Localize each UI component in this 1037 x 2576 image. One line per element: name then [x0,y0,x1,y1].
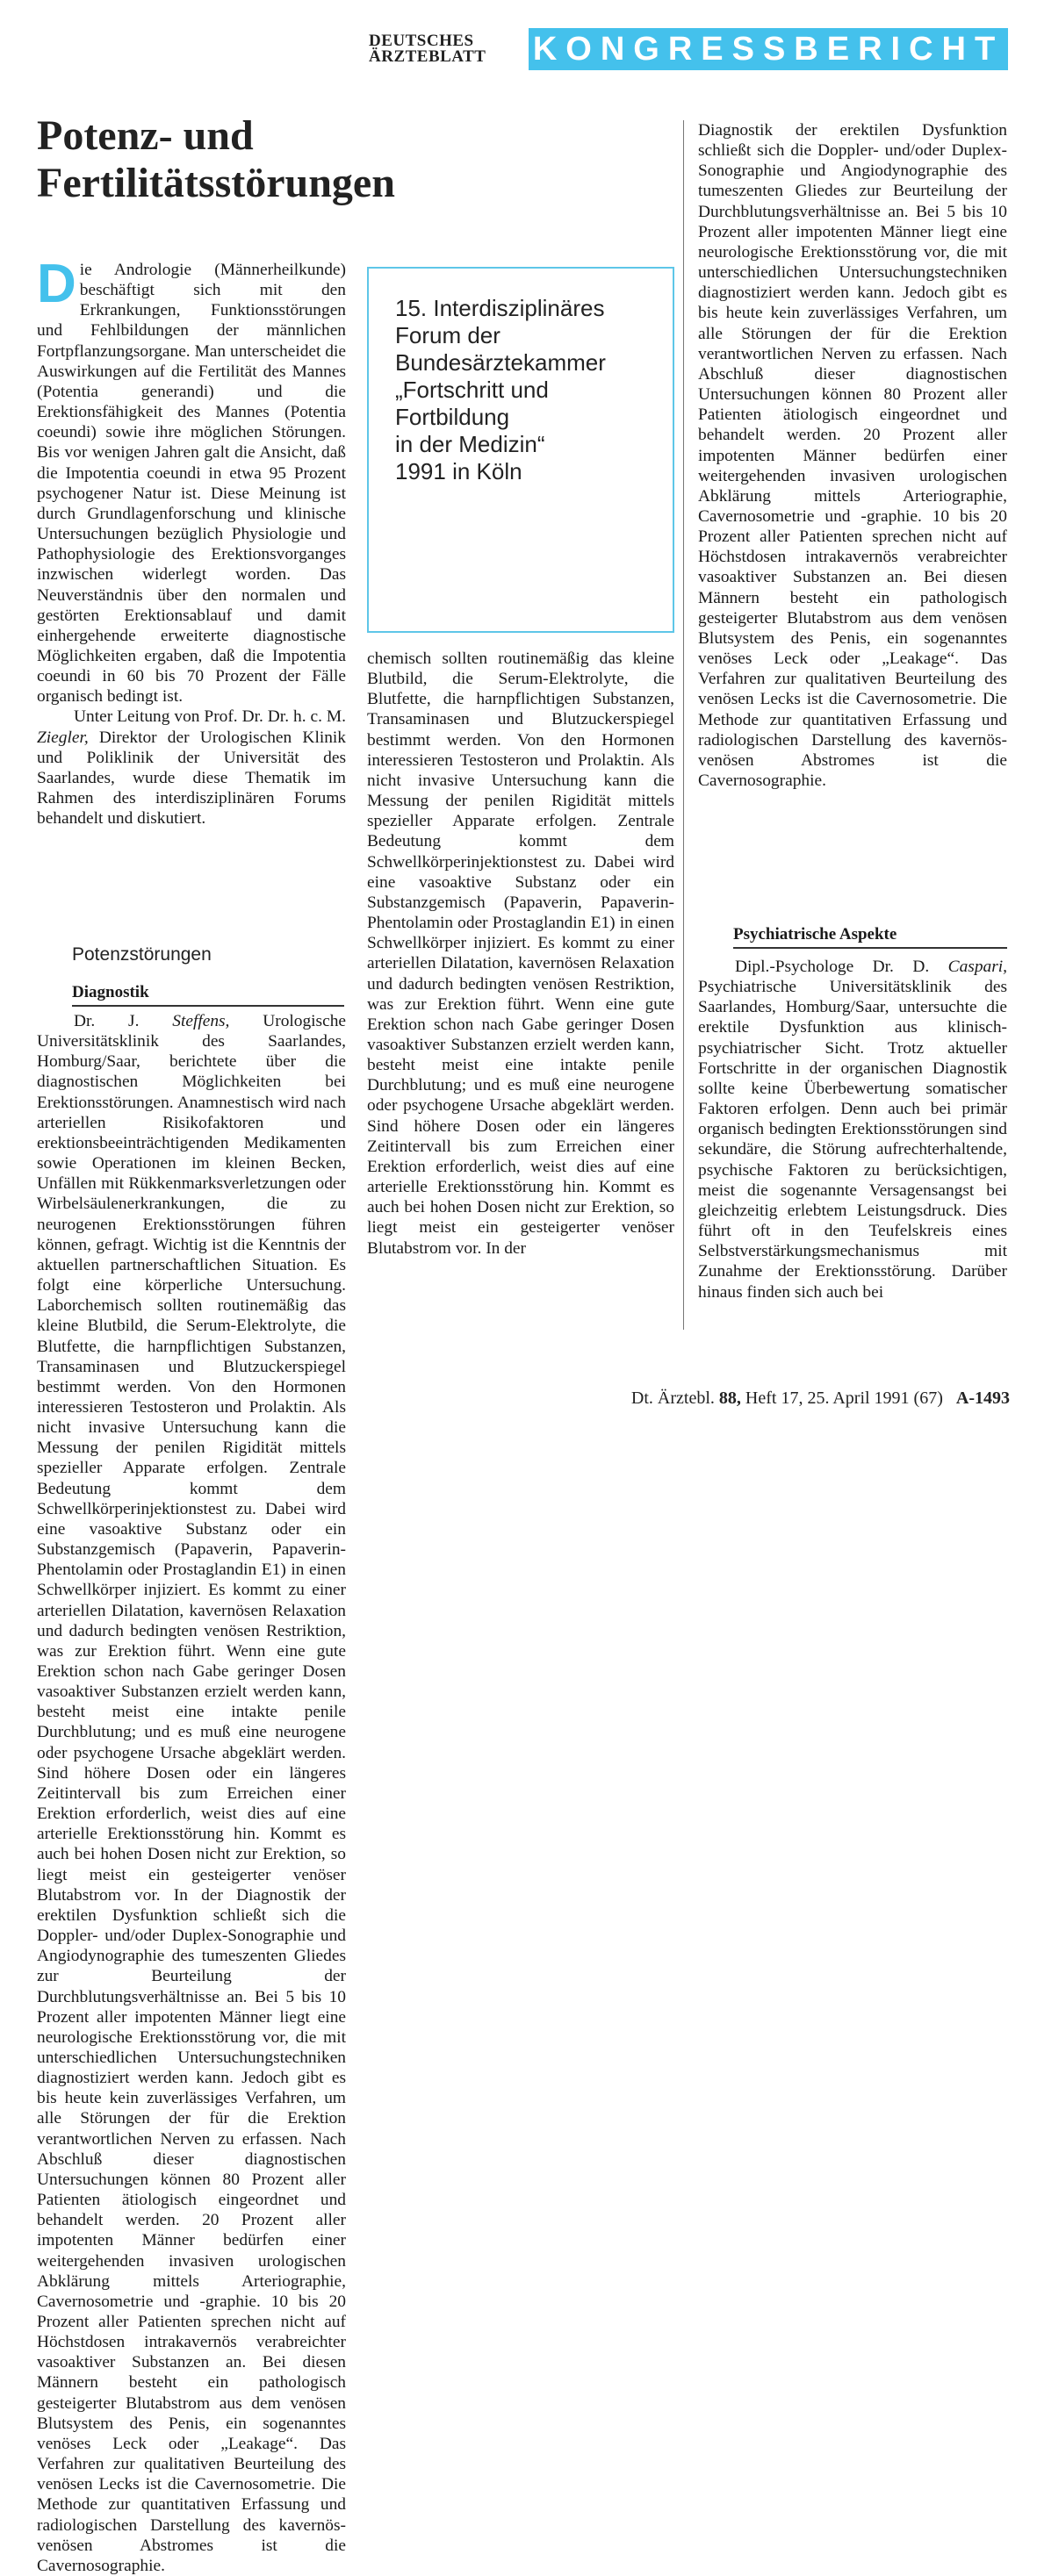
page-number: A-1493 [955,1388,1010,1408]
subhead-psychiatrische-aspekte: Psychiatrische Aspekte [733,925,1007,949]
leadership-text-b: Direktor der Urologischen Klinik und Poliklinik der Universität des Saarlandes, wurde diese Thematik im Rahmen des interdisziplinären Forums behandelt und diskutiert. [37,728,346,829]
article-title [37,112,581,207]
forum-info-box [367,267,674,633]
subhead-diagnostik: Diagnostik [72,983,344,1007]
forum-line: „Fortschritt und [395,377,549,403]
citation-journal: Dt. Ärztebl. [630,1388,719,1408]
diagnostik-paragraph [37,1011,346,2576]
title-line2: Fertilitätsstörungen [37,160,395,206]
leadership-text-a: Unter Leitung von Prof. Dr. Dr. h. c. M. [74,707,346,727]
intro-text: ie Andrologie (Männerheilkunde) beschäftigt sich mit den Erkrankungen, Funktionsstörungen und Fehlbildungen der männlichen Fortpflanzungsorgane. Man unterscheidet die Auswirkungen auf die Fertilität des Mannes (Potentia generandi) und die Erektionsfähigkeit des Mannes (Potentia coeundi) sowie ihre möglichen Störungen. Bis vor wenigen Jahren galt die Ansicht, daß die Impotentia coeundi in etwa 95 Prozent psychogener Natur ist. Diese Meinung ist durch Grundlagenforschung und klinische Untersuchungen bezüglich Physiologie und Pathophysiologie des Erektionsvorganges inzwischen widerlegt worden. Das Neuverständnis über den normalen und gestörten Erektionsablauf und damit einhergehende erweiterte diagnostische Möglichkeiten ergaben, daß die Impotentia coeundi in 60 bis 70 Prozent der Fälle organisch bedingt ist. [37,261,346,707]
section-banner: KONGRESSBERICHT [529,28,1008,70]
psychiatrie-column [698,957,1007,1343]
citation-volume: 88, [718,1388,741,1408]
journal-logo [369,33,518,65]
diagnostik-column-1 [37,1011,347,2575]
psych-text-a: Dipl.-Psychologe Dr. D. [735,958,948,976]
subhead-potenzstoerungen: Potenzstörungen [72,944,212,965]
person-name-caspari: Caspari, [947,958,1007,976]
column-2 [367,649,674,1331]
person-name-steffens: Steffens, [172,1012,230,1030]
title-line1: Potenz- und [37,112,254,159]
citation-issue-date: Heft 17, 25. April 1991 (67) [740,1388,943,1408]
journal-name-line2: ÄRZTEBLATT [369,47,486,66]
intro-paragraph [37,254,346,707]
person-name-ziegler: Ziegler, [37,728,89,747]
leadership-paragraph [37,707,346,829]
column-3 [698,120,1007,915]
forum-line: 15. Interdisziplinäres [395,295,605,321]
diag-text-b: Urologische Universitätsklinik des Saarlandes, Homburg/Saar, berichtete über die diagnostischen Möglichkeiten bei Erektionsstörungen. Anamnestisch wird nach arteriellen Risikofaktoren und erektionsbeeinträchtigenden Medikamenten sowie Operationen im kleinen Becken, Unfällen mit Rükkenmarksverletzungen oder Wirbelsäulenerkrankungen, die zu neurogenen Erektionsstörungen führen können, gefragt. Wichtig ist die Kenntnis der aktuellen partnerschaftlichen Situation. Es folgt eine körperliche Untersuchung. Laborchemisch sollten routinemäßig das kleine Blutbild, die Serum-Elektrolyte, die Blutfette, die harnpflichtigen Substanzen, Transaminasen und Blutzuckerspiegel bestimmt werden. Von den Hormonen interessieren Testosteron und Prolaktin. Als nicht invasive Untersuchung kann die Messung der penilen Rigidität mittels spezieller Apparate erfolgen. Zentrale Bedeutung kommt dem Schwellkörperinjektionstest zu. Dabei wird eine vasoaktive Substanz oder ein Substanzgemisch (Papaverin, Papaverin-Phentolamin oder Prostaglandin E1) in einen Schwellkörper injiziert. Es kommt zu einer arteriellen Dilatation, kavernösen Relaxation und dadurch bedingten venösen Restriktion, was zur Erektion führt. Wenn eine gute Erektion schon nach Gabe geringer Dosen vasoaktiver Substanzen erzielt werden kann, besteht meist eine intakte penile Durchblutung; und es muß eine neurogene oder psychogene Ursache abgeklärt werden. Sind höhere Dosen oder ein längeres Zeitintervall bis zum Erreichen einer Erektion erforderlich, weist dies auf eine arterielle Erektionsstörung hin. Kommt es auch bei hohen Dosen nicht zur Erektion, so liegt meist ein gesteigerter venöser Blutabstrom vor. In der Diagnostik der erektilen Dysfunktion schließt sich die Doppler- und/oder Duplex-Sonographie und Angiodynographie des tumeszenten Gliedes zur Beurteilung der Durchblutungsverhältnisse an. Bei 5 bis 10 Prozent aller impotenten Männer liegt eine neurologische Erektionsstörung vor, die mit unterschiedlichen Untersuchungstechniken diagnostiziert werden kann. Jedoch gibt es bis heute kein zuverlässiges Verfahren, um alle Störungen der für die Erektion verantwortlichen Nerven zu erfassen. Nach Abschluß dieser diagnostischen Untersuchungen können 80 Prozent aller Patienten ätiologisch eingeordnet und behandelt werden. 20 Prozent aller impotenten Männer bedürfen einer weitergehenden invasiven urologischen Abklärung mittels Arteriographie, Cavernosometrie und -graphie. 10 bis 20 Prozent aller Patienten sprechen nicht auf Höchstdosen intrakavernös verabreichter vasoaktiver Substanzen an. Bei diesen Männern besteht ein pathologisch gesteigerter Blutabstrom aus dem venösen Blutsystem des Penis, ein sogenanntes venöses Leck oder „Leakage“. Das Verfahren zur qualitativen Beurteilung des venösen Lecks ist die Cavernosometrie. Die Methode zur quantitativen Erfassung und radiologischen Darstellung des kavernös-venösen Abstromes ist die Cavernosographie. [37,1012,347,2575]
psych-text-b: Psychiatrische Universitätsklinik des Saarlandes, Homburg/Saar, untersuchte die erektile Dysfunktion aus klinisch-psychiatrischer Sicht. Trotz aktueller Fortschritte in der organischen Diagnostik sollte keine Überbewertung somatischer Faktoren erfolgen. Denn auch bei primär organisch bedingten Erektionsstörungen sind sekundäre, die Störung aufrechterhaltende, psychische Faktoren zu berücksichtigen, meist die sogenannte Versagensangst bei gleichzeitig erlebtem Leistungsdruck. Dies führt oft in den Teufelskreis eines Selbstverstärkungsmechanismus mit Zunahme der Erektionsstörung. Darüber hinaus finden sich auch bei [698,978,1007,1302]
forum-info-text [395,295,663,485]
column-1 [37,254,346,829]
masthead [369,28,1010,72]
forum-line: Fortbildung [395,404,510,430]
diagnostik-continuation-2: Diagnostik der erektilen Dysfunktion schließt sich die Doppler- und/oder Duplex-Sonographie und Angiodynographie des tumeszenten Gliedes zur Beurteilung der Durchblutungsverhältnisse an. Bei 5 bis 10 Prozent aller impotenten Männer liegt eine neurologische Erektionsstörung vor, die mit unterschiedlichen Untersuchungstechniken diagnostiziert werden kann. Jedoch gibt es bis heute kein zuverlässiges Verfahren, um alle Störungen der für die Erektion verantwortlichen Nerven zu erfassen. Nach Abschluß dieser diagnostischen Untersuchungen können 80 Prozent aller Patienten ätiologisch eingeordnet und behandelt werden. 20 Prozent aller impotenten Männer bedürfen einer weitergehenden invasiven urologischen Abklärung mittels Arteriographie, Cavernosometrie und -graphie. 10 bis 20 Prozent aller Patienten sprechen nicht auf Höchstdosen intrakavernös verabreichter vasoaktiver Substanzen an. Bei diesen Männern besteht ein pathologisch gesteigerter Blutabstrom aus dem venösen Blutsystem des Penis, ein sogenanntes venöses Leck oder „Leakage“. Das Verfahren zur qualitativen Beurteilung des venösen Lecks ist die Cavernosometrie. Die Methode zur quantitativen Erfassung und radiologischen Darstellung des kavernös-venösen Abstromes ist die Cavernosographie. [698,121,1007,790]
diagnostik-continuation: chemisch sollten routinemäßig das kleine Blutbild, die Serum-Elektrolyte, die Blutfette, die harnpflichtigen Substanzen, Transaminasen und Blutzuckerspiegel bestimmt werden. Von den Hormonen interessieren Testosteron und Prolaktin. Als nicht invasive Untersuchung kann die Messung der penilen Rigidität mittels spezieller Apparate erfolgen. Zentrale Bedeutung kommt dem Schwellkörperinjektionstest zu. Dabei wird eine vasoaktive Substanz oder ein Substanzgemisch (Papaverin, Papaverin-Phentolamin oder Prostaglandin E1) in einen Schwellkörper injiziert. Es kommt zu einer arteriellen Dilatation, kavernösen Relaxation und dadurch bedingten venösen Restriktion, was zur Erektion führt. Wenn eine gute Erektion schon nach Gabe geringer Dosen vasoaktiver Substanzen erzielt werden kann, besteht meist eine intakte penile Durchblutung; und es muß eine neurogene oder psychogene Ursache abgeklärt werden. Sind höhere Dosen oder ein längeres Zeitintervall bis zum Erreichen einer Erektion erforderlich, weist dies auf eine arterielle Erektionsstörung hin. Kommt es auch bei hohen Dosen nicht zur Erektion, so liegt meist ein gesteigerter venöser Blutabstrom vor. In der [367,649,674,1258]
page-footer [527,1388,1010,1409]
column-divider [683,120,684,1330]
journal-name-line1: DEUTSCHES [369,32,474,50]
forum-line: in der Medizin“ [395,431,545,457]
diag-text-a: Dr. J. [74,1012,173,1030]
psychiatrie-paragraph [698,957,1007,1302]
forum-line: Forum der [395,322,500,348]
forum-line: 1991 in Köln [395,458,522,484]
drop-cap: D [37,254,76,314]
forum-line: Bundesärztekammer [395,349,606,376]
